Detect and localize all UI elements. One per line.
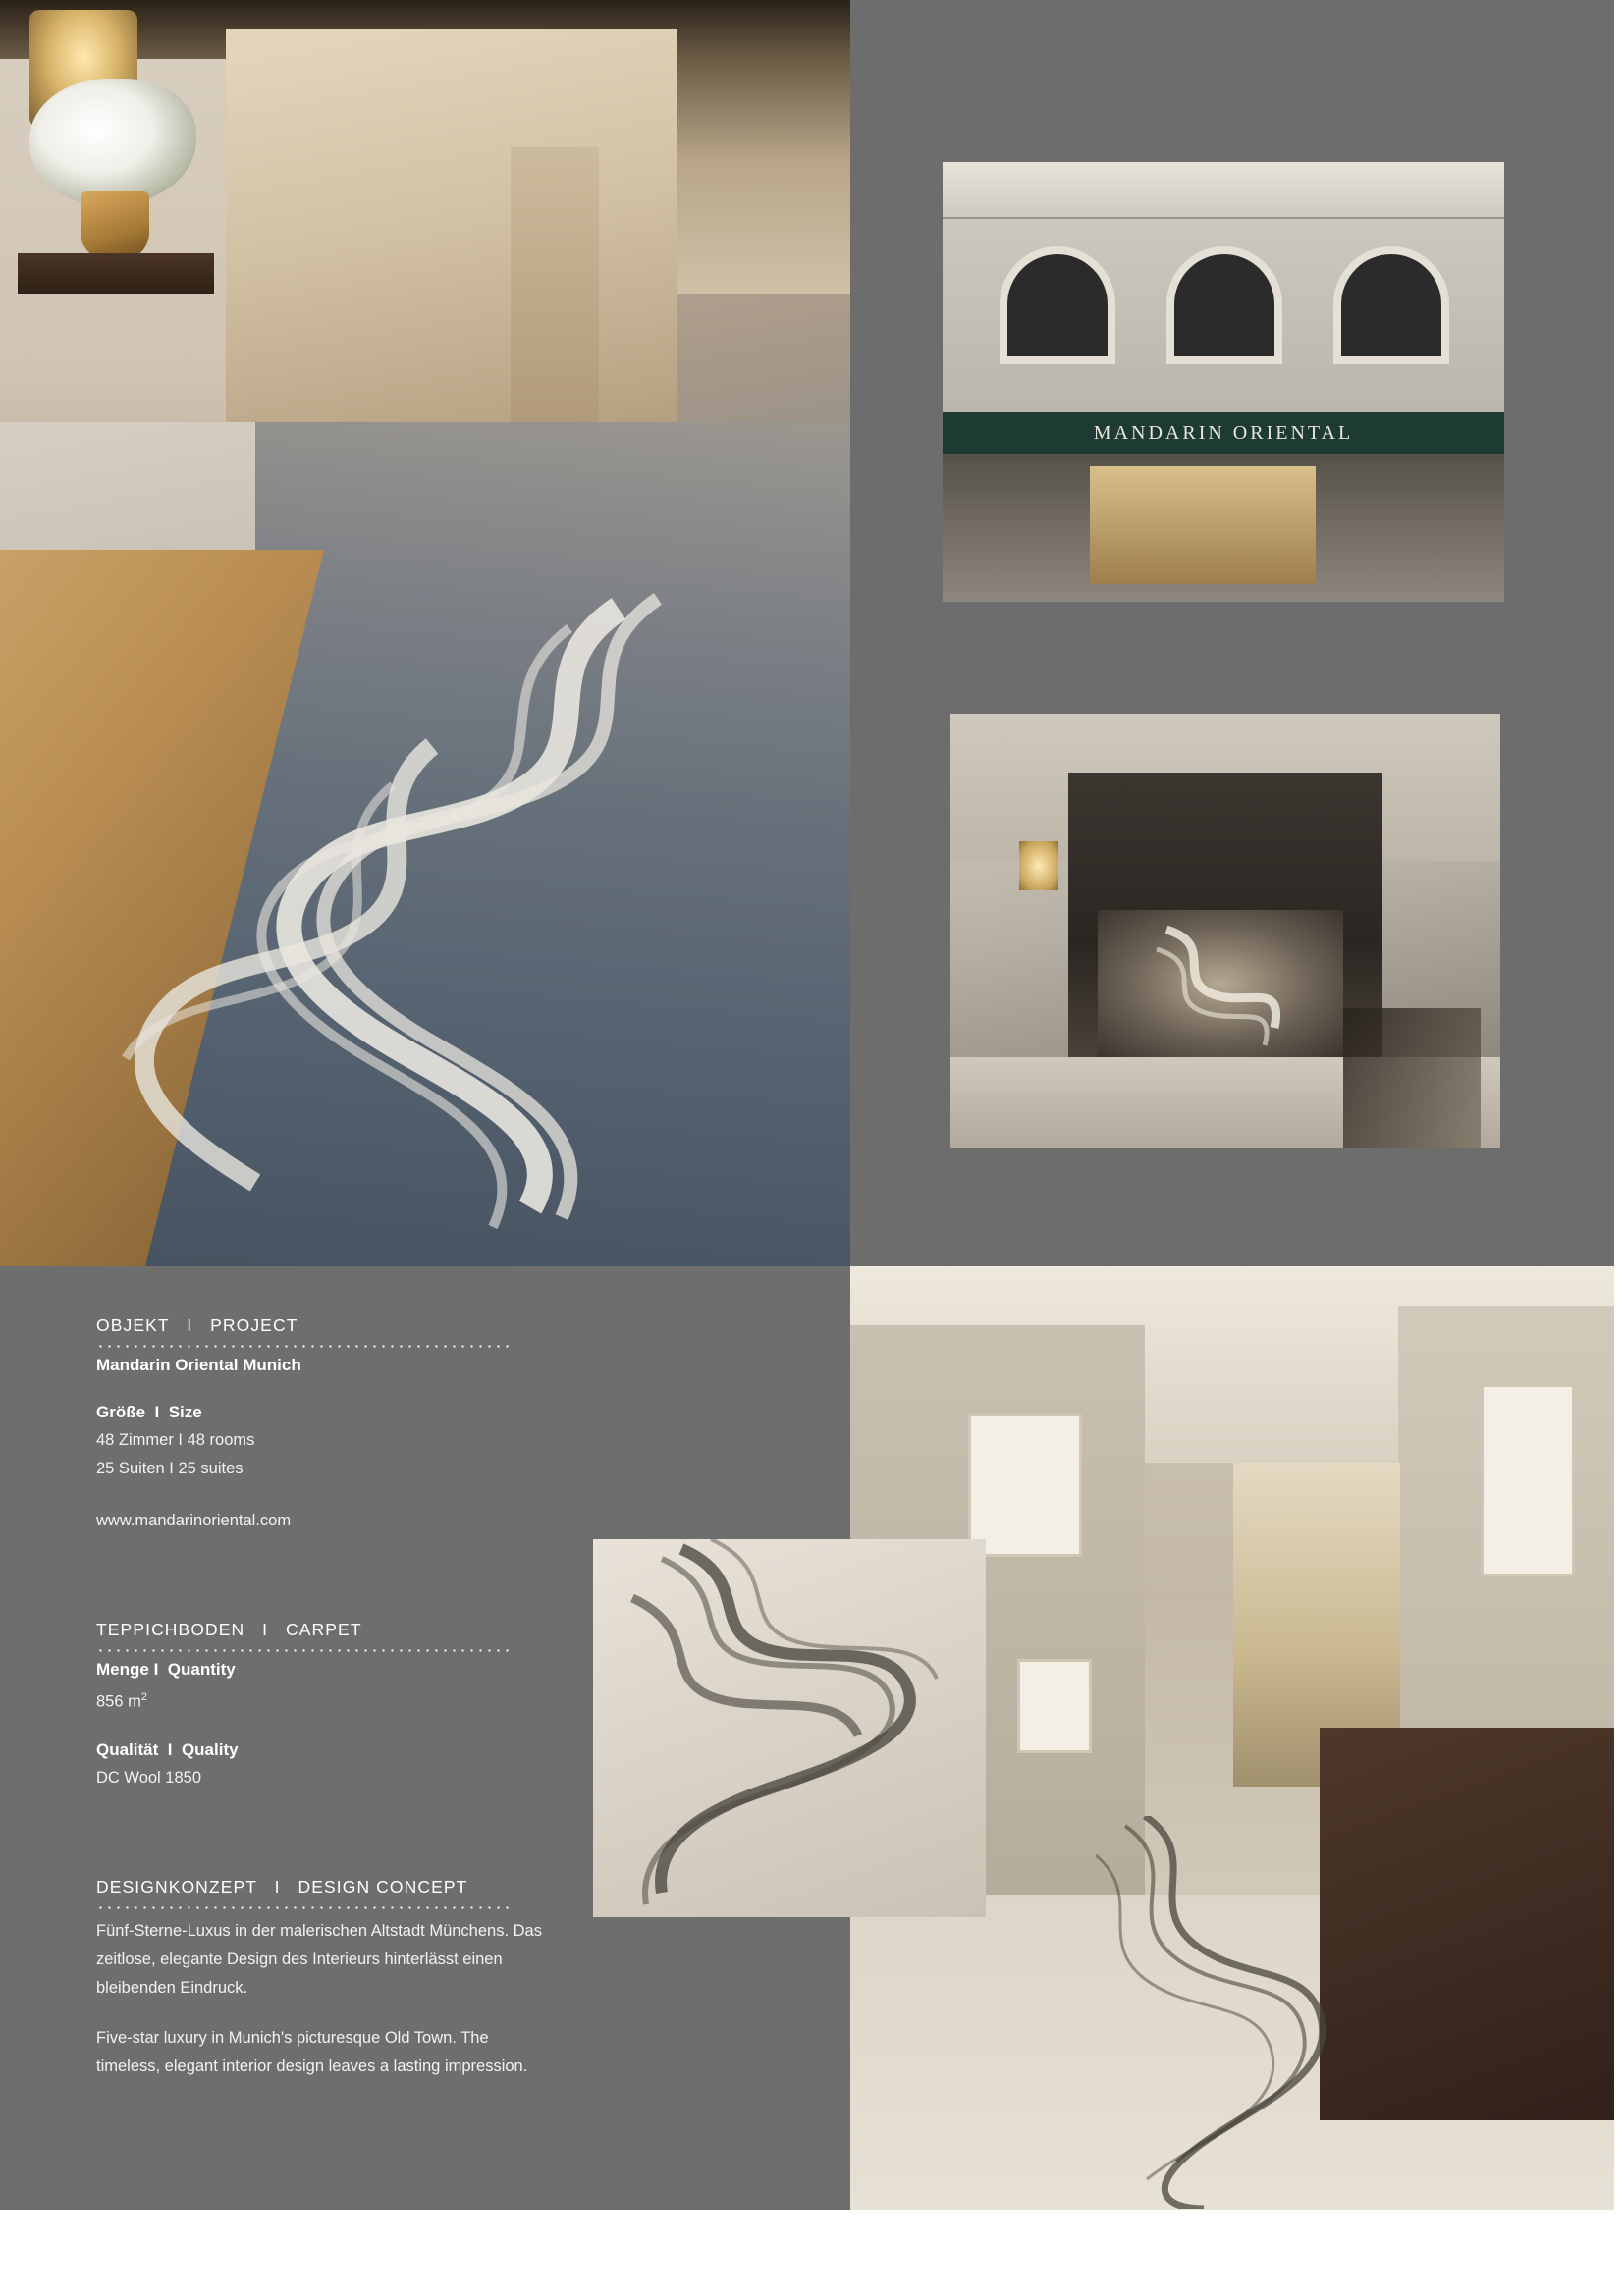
- hotel-entrance: [1090, 466, 1316, 584]
- project-info-column: [96, 1315, 548, 2103]
- project-heading: [96, 1315, 548, 1336]
- suites-value: 25 Suiten I 25 suites: [96, 1460, 244, 1477]
- stairwell-landing-with-carpet-photo: [950, 714, 1500, 1148]
- project-name: Mandarin Oriental Munich: [96, 1356, 301, 1374]
- framed-artwork-3: [1481, 1384, 1575, 1576]
- arch-window-1: [1000, 246, 1115, 364]
- design-concept-text-de: Fünf-Sterne-Luxus in der malerischen Altstadt Münchens. Das zeitlose, elegante Design des Interieurs hinterlässt einen bleibenden Eindruck.: [96, 1921, 542, 1997]
- page-number: 7: [1528, 2222, 1540, 2244]
- framed-artwork-1: [968, 1414, 1082, 1557]
- website-link[interactable]: www.mandarinoriental.com: [96, 1512, 292, 1529]
- spacer: [96, 1792, 548, 1877]
- spacer: [96, 1717, 548, 1740]
- page-footer: [1365, 2222, 1540, 2245]
- stair-handrail: [1343, 1008, 1481, 1148]
- spacer: [96, 1483, 548, 1507]
- spacer: [96, 1379, 548, 1403]
- hotel-sign: [943, 412, 1504, 454]
- brass-vase: [81, 191, 149, 260]
- carpet-heading-en: CARPET: [286, 1620, 362, 1639]
- size-label-en: Size: [168, 1403, 202, 1421]
- carpet-heading-de: TEPPICHBODEN: [96, 1620, 245, 1639]
- design-concept-heading-en: DESIGN CONCEPT: [298, 1876, 468, 1896]
- project-section: [96, 1315, 548, 1535]
- quality-label-en: Quality: [181, 1739, 239, 1759]
- footer-separator: I: [1505, 2226, 1510, 2243]
- arch-window-3: [1333, 246, 1449, 364]
- project-heading-en: PROJECT: [210, 1315, 298, 1335]
- quantity-value: [96, 1683, 548, 1717]
- carpet-section: [96, 1620, 548, 1792]
- design-concept-divider: [96, 1899, 509, 1909]
- carpet-heading: [96, 1620, 548, 1640]
- quantity-unit-exponent: 2: [140, 1691, 147, 1703]
- size-label-de: Größe: [96, 1403, 146, 1421]
- quality-label: [96, 1740, 548, 1760]
- design-concept-text-en: Five-star luxury in Munich's picturesque Old Town. The timeless, elegant interior design leaves a lasting impression.: [96, 2028, 528, 2075]
- arch-window-2: [1166, 246, 1282, 364]
- size-label: [96, 1403, 548, 1422]
- quality-label-separator: I: [167, 1739, 173, 1759]
- hotel-sign-text: MANDARIN ORIENTAL: [1093, 422, 1354, 444]
- page-right-margin: [1614, 0, 1624, 2296]
- carpet-divider: [96, 1642, 509, 1652]
- quantity-label-en: Quantity: [167, 1660, 236, 1679]
- size-label-separator: I: [154, 1403, 160, 1421]
- design-concept-heading-separator: I: [274, 1876, 281, 1896]
- design-concept-heading: [96, 1877, 548, 1897]
- design-concept-section: [96, 1877, 548, 2081]
- quality-label-de: Qualität: [96, 1739, 159, 1759]
- console-table: [18, 253, 214, 294]
- project-heading-separator: I: [187, 1315, 193, 1335]
- stair-carpet-swirl-graphic: [1108, 910, 1333, 1057]
- framed-artwork-2: [1017, 1659, 1092, 1753]
- corridor-door: [511, 147, 599, 422]
- carpet-heading-separator: I: [262, 1620, 269, 1639]
- quantity-label-separator: I: [153, 1660, 159, 1679]
- quantity-label-de: Menge: [96, 1660, 149, 1679]
- detail-swirl-graphic: [593, 1539, 986, 1917]
- project-divider: [96, 1338, 509, 1348]
- project-heading-de: OBJEKT: [96, 1315, 170, 1335]
- quality-value: DC Wool 1850: [96, 1768, 202, 1787]
- spacer: [96, 1535, 548, 1620]
- carpet-swirl-graphic: [108, 589, 795, 1237]
- balustrade-band: [943, 162, 1504, 219]
- mandarin-oriental-hotel-facade-photo: [943, 162, 1504, 602]
- rooms-value: 48 Zimmer I 48 rooms: [96, 1431, 255, 1449]
- hotel-corridor-with-patterned-carpet-photo: [0, 0, 850, 1266]
- quantity-label: [96, 1660, 548, 1680]
- quantity-number: 856 m: [96, 1692, 141, 1711]
- footer-label: Corridor Concepts: [1364, 2226, 1495, 2243]
- carpet-pattern-detail-photo: [593, 1539, 986, 1917]
- design-concept-heading-de: DESIGNKONZEPT: [96, 1876, 257, 1896]
- stair-wall-lamp-icon: [1019, 841, 1058, 890]
